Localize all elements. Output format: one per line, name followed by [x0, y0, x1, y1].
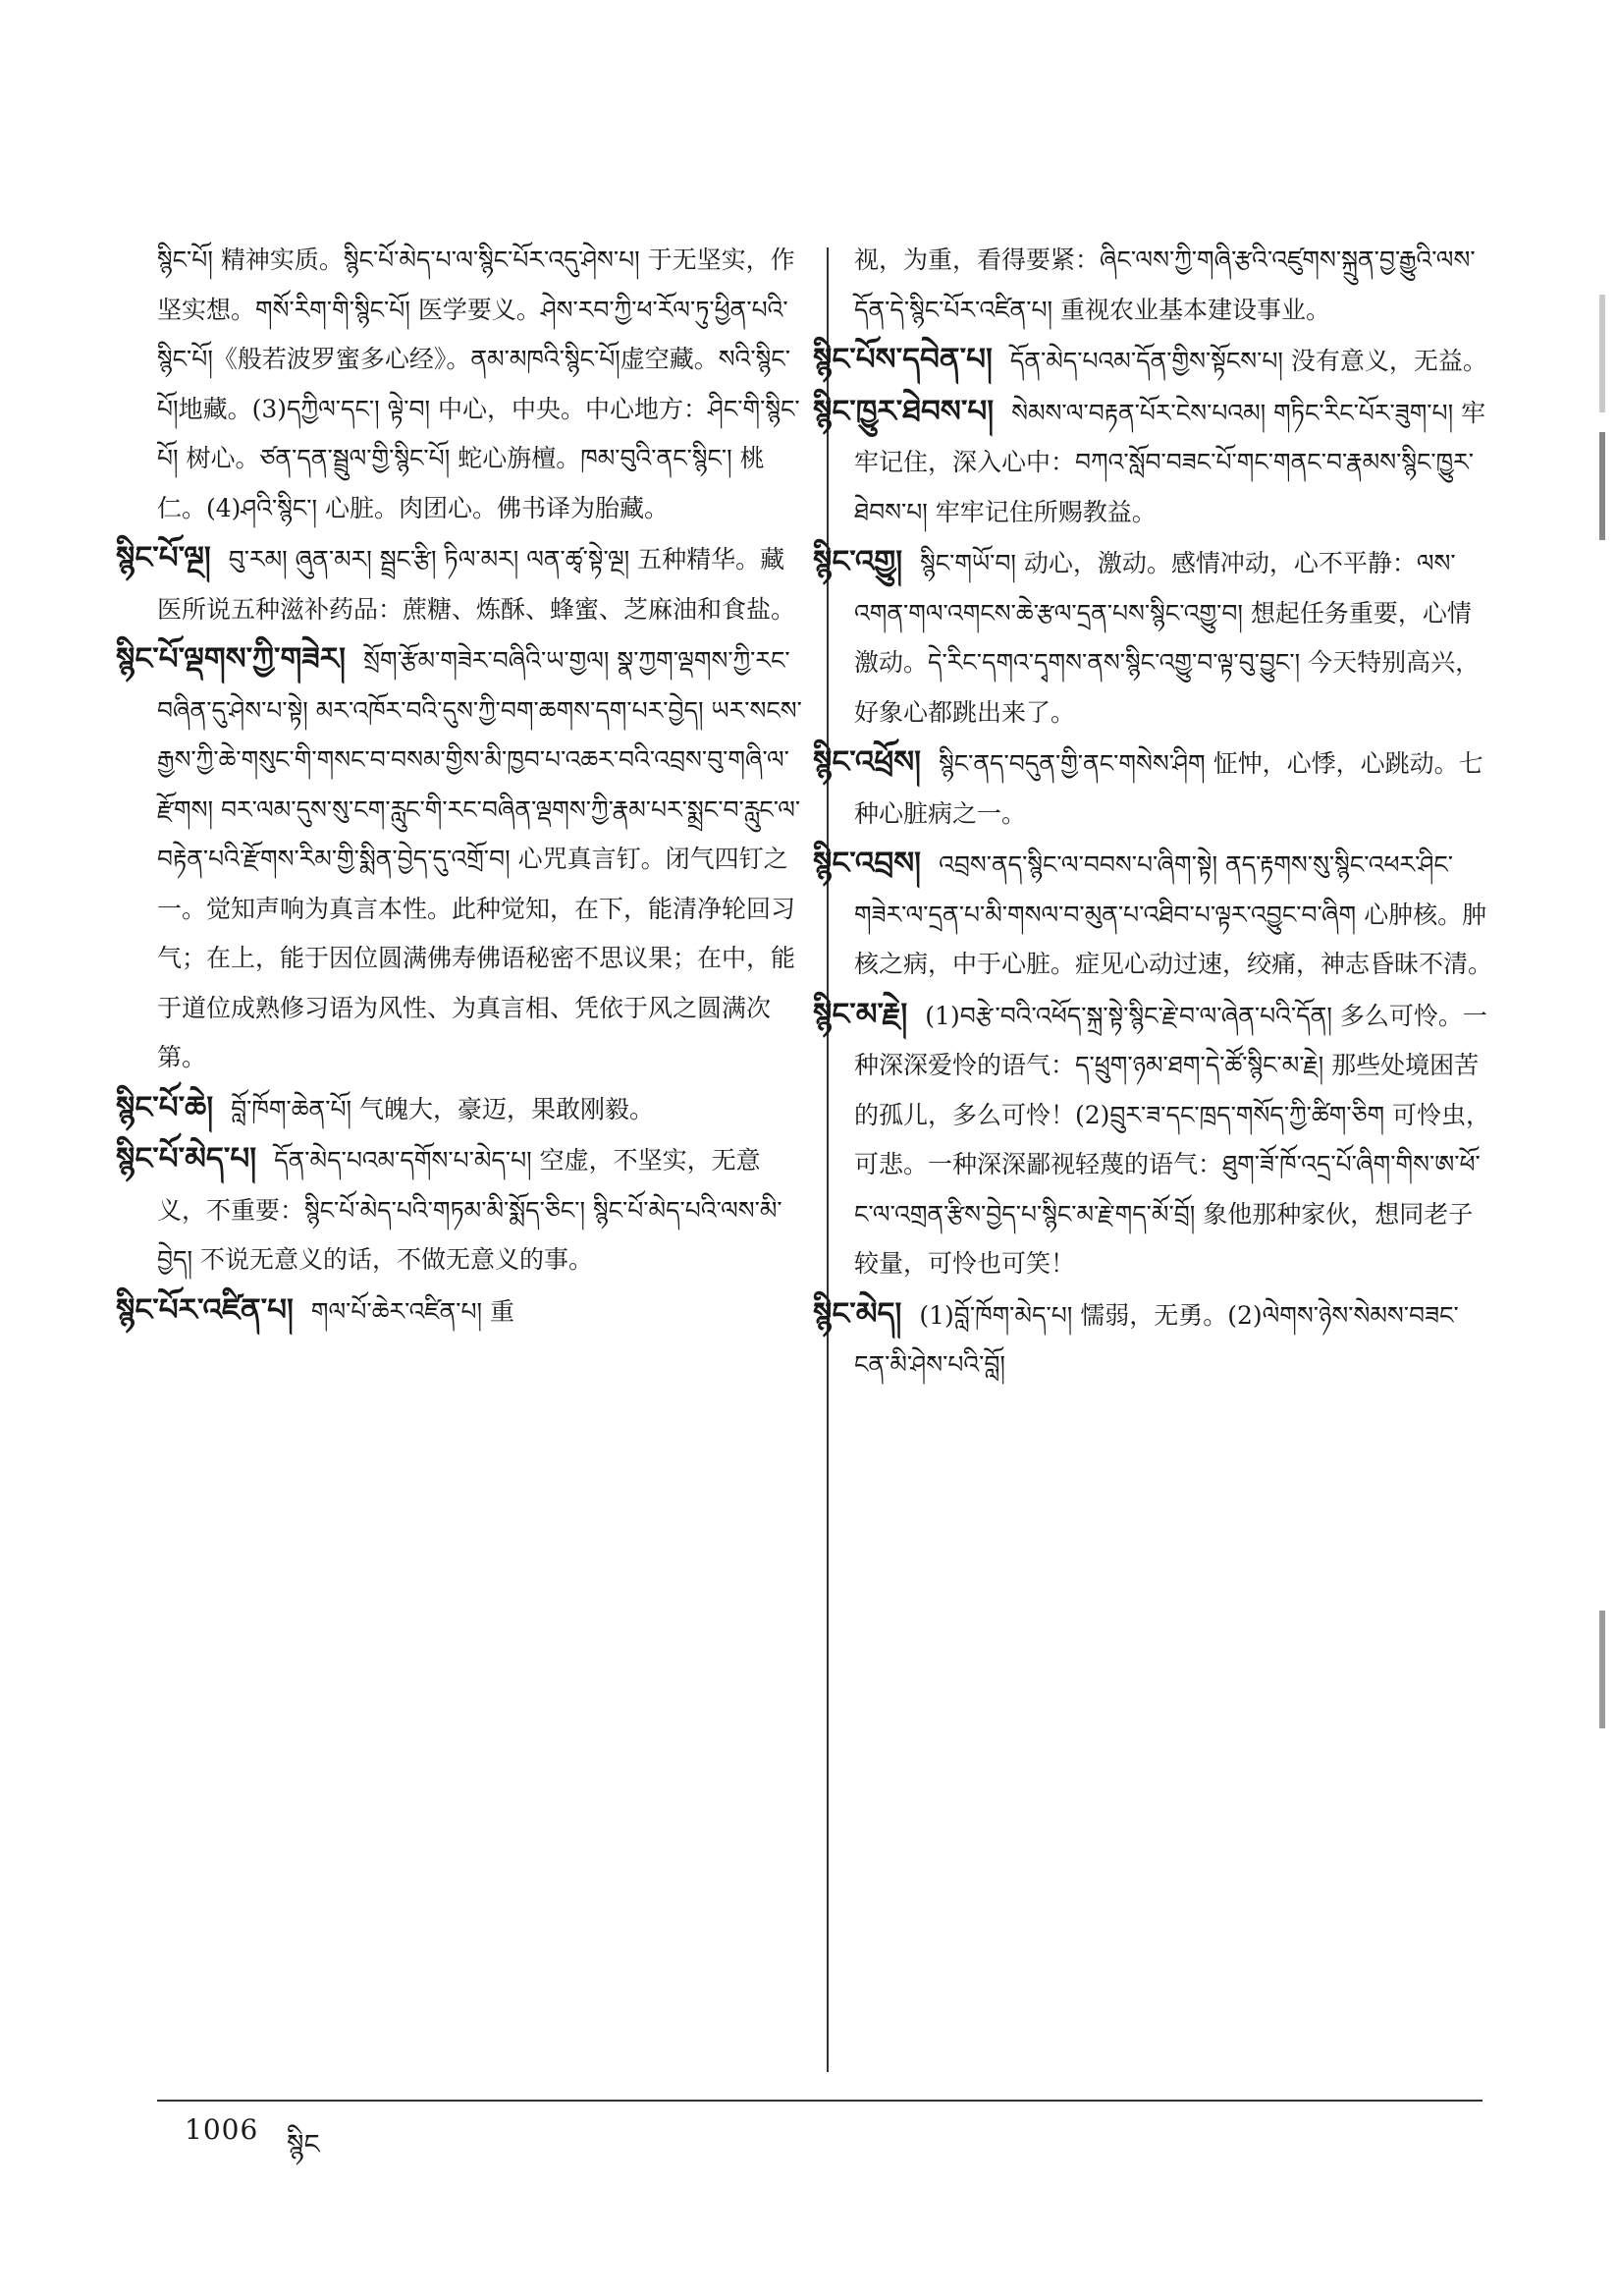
- headword: སྙིང་འཕྲོས།: [813, 744, 922, 780]
- entry-body: སྙིང་ནད་བདུན་གྱི་ནང་གསེས་ཤིག 怔忡，心悸，心跳动。七种心脏病之一。: [854, 749, 1483, 828]
- right-column: [813, 236, 1493, 1391]
- entry-body: སྙིང་གཡོ་བ། 动心，激动。感情冲动，心不平静：ལས་འགན་གལ་འགངས་ཆེ་རྩལ་དྲན་པས་སྙིང་འགྱུ་བ། 想起任务重要，心情激动。དེ་རིང་དགའ་དྭགས་ནས་སྙིང་འགྱུ་བ་ལྟ་བུ་བྱུང་། 今天特别高兴，好象心都跳出来了。: [854, 549, 1481, 727]
- entry: [813, 335, 1492, 387]
- entry: [813, 387, 1492, 538]
- entry: [813, 990, 1492, 1289]
- footer-rule: [157, 2100, 1482, 2102]
- scan-edge-mark: [1599, 1611, 1605, 1728]
- headword: སྙིང་མེད།: [813, 1295, 902, 1332]
- entry-body: བུ་རམ། ཞུན་མར། སྦྲང་རྩི། ཏིལ་མར། ལན་ཚྭ་སྟེ་ལྔ། 五种精华。藏医所说五种滋补药品：蔗糖、炼酥、蜂蜜、芝麻油和食盐。: [157, 545, 796, 624]
- entry-body: དོན་མེད་པའམ་དགོས་པ་མེད་པ། 空虚，不坚实，无意义，不重要：སྙིང་པོ་མེད་པའི་གཏམ་མི་སྨོད་ཅིང་། སྙིང་པོ་མེད་པའི་ལས་མི་བྱེད། 不说无意义的话，不做无意义的事。: [157, 1146, 782, 1274]
- entry-body: གལ་པོ་ཆེར་འཛིན་པ། 重: [310, 1296, 515, 1326]
- entry-body: (1)བརྩེ་བའི་འཕོད་སྐྲ་སྟེ་སྙིང་རྗེ་བ་ལ་ཞེན་པའི་དོན། 多么可怜。一种深深爱怜的语气：ད་ཕྲུག་ཉམ་ཐག་དེ་ཚོ་སྙིང་མ་རྗེ། 那些处境困苦的孤儿，多么可怜！(2)བྲུར་ཟ་དང་ཁྲད་གསོད་ཀྱི་ཚིག་ཅིག 可怜虫，可悲。一种深深鄙视轻蔑的语气：ཐུག་ཟོ་ཁོ་འདྲ་པོ་ཞིག་གིས་ཨ་ཕོ་ང་ལ་འགྲན་རྩིས་བྱེད་པ་སྙིང་མ་རྗེ་གད་མོ་བྲོ། 象他那种家伙，想同老子较量，可怜也可笑！: [854, 1001, 1491, 1278]
- entry: [116, 533, 805, 634]
- entry: [116, 634, 805, 1083]
- entry-continuation: སྙིང་པོ། 精神实质。སྙིང་པོ་མེད་པ་ལ་སྙིང་པོར་འདུ་ཤེས་པ། 于无坚实，作坚实想。གསོ་རིག་གི་སྙིང་པོ། 医学要义。ཤེས་རབ་ཀྱི་ཕ་རོལ་ཏུ་ཕྱིན་པའི་སྙིང་པོ།《般若波罗蜜多心经》。ནམ་མཁའི་སྙིང་པོ།虚空藏。སའི་སྙིང་པོ།地藏。(3)དཀྱིལ་དང་། ལྟེ་བ། 中心，中央。中心地方：ཤིང་གི་སྙིང་པོ། 树心。ཙན་དན་སྦྲུལ་གྱི་སྙིང་པོ། 蛇心旃檀。ཁམ་བུའི་ནང་སྙིང་། 桃仁。(4)ཤའི་སྙིང་། 心脏。肉团心。佛书译为胎藏。: [157, 246, 800, 522]
- headword: སྙིང་པོ་ཆེ།: [116, 1089, 214, 1125]
- entry-body: སེམས་ལ་བརྟན་པོར་ངེས་པའམ། གཏིང་རིང་པོར་ཟུག་པ། 牢牢记住，深入心中：བཀའ་སློབ་བཟང་པོ་གང་གནང་བ་རྣམས་སྙིང་ཁྱུར་ཐེབས་པ། 牢牢记住所赐教益。: [854, 398, 1486, 526]
- scan-edge-mark: [1599, 432, 1605, 540]
- entry-body: བློ་ཁོག་ཆེན་པོ། 气魄大，豪迈，果敢刚毅。: [231, 1094, 654, 1123]
- headword: སྙིང་པོ་ལྡགས་ཀྱི་གཟེར།: [116, 641, 347, 677]
- headword: སྙིང་པོ་ལྔ།: [116, 540, 211, 575]
- entry: [116, 1285, 805, 1338]
- entry: [116, 1083, 805, 1135]
- entry-continuation: 视，为重，看得要紧：ཞིང་ལས་ཀྱི་གཞི་རྩའི་འཛུགས་སྐྲུན་བྱ་རྒྱུའི་ལས་དོན་དེ་སྙིང་པོར་འཛིན་པ། 重视农业基本建设事业。: [854, 246, 1476, 324]
- left-column: [116, 236, 805, 1337]
- headword: སྙིང་འབྲས།: [813, 846, 922, 881]
- entry-body: སྲོག་རྩོམ་གཟེར་བཞིའི་ཡ་གྱལ། སྣ་ཀྱག་ལྡགས་ཀྱི་རང་བཞིན་དུ་ཤེས་པ་སྟེ། མར་འཁོར་བའི་དུས་ཀྱི་བག་ཆགས་དག་པར་བྱེད། ཡར་སངས་རྒྱས་ཀྱི་ཆེ་གསུང་གི་གསང་བ་བསམ་གྱིས་མི་ཁྱབ་པ་འཆར་བའི་འབྲས་བུ་གཞི་ལ་རྫོགས། བར་ལམ་དུས་སུ་ངག་རླུང་གི་རང་བཞིན་ལྡགས་ཀྱི་རྣམ་པར་སྨྲང་བ་རླུང་ལ་བརྟེན་པའི་རྫོགས་རིམ་གྱི་སྨིན་བྱེད་དུ་འགྲོ་བ། 心咒真言钉。闭气四钉之一。觉知声响为真言本性。此种觉知，在下，能清净轮回习气；在上，能于因位圆满佛寿佛语秘密不思议果；在中，能于道位成熟修习语为风性、为真言相、凭依于风之圆满次第。: [157, 646, 802, 1071]
- entry-body: འབྲས་ནད་སྙིང་ལ་བབས་པ་ཞིག་སྟེ། ནད་རྟགས་སུ་སྙིང་འཕར་ཤིང་གཟེར་ལ་དྲན་པ་མི་གསལ་བ་མུན་པ་འཐིབ་པ་ལྟར་འབྱུང་བ་ཞིག 心肿核。肿核之病，中于心脏。症见心动过速，绞痛，神志昏昧不清。: [854, 850, 1493, 978]
- scan-edge-mark: [1599, 295, 1605, 412]
- entry: [116, 1134, 805, 1285]
- headword: སྙིང་མ་རྗེ།: [813, 996, 908, 1032]
- headword: སྙིང་འགྱུ།: [813, 544, 903, 579]
- entry: [813, 738, 1492, 839]
- entry-body: དོན་མེད་པའམ་དོན་གྱིས་སྟོངས་པ། 没有意义，无益。: [1009, 347, 1487, 375]
- entry: [813, 839, 1493, 990]
- headword: སྙིང་པོར་འཛིན་པ།: [116, 1291, 294, 1328]
- column-divider: [827, 247, 829, 2072]
- headword: སྙིང་པོ་མེད་པ།: [116, 1141, 257, 1176]
- headword: སྙིང་ཁྱུར་ཐེབས་པ།: [813, 393, 995, 429]
- entry-body: (1)བློ་ཁོག་མེད་པ། 懦弱，无勇。(2)ལེགས་ཉེས་སེམས་བཟང་ངན་མི་ཤེས་པའི་བློ།: [854, 1300, 1459, 1379]
- page-number: 1006: [185, 2113, 259, 2146]
- entry: [813, 1289, 1492, 1391]
- entry: [813, 537, 1492, 738]
- headword: སྙིང་པོས་དབེན་པ།: [813, 342, 993, 377]
- running-head: སྙིང: [287, 2128, 320, 2160]
